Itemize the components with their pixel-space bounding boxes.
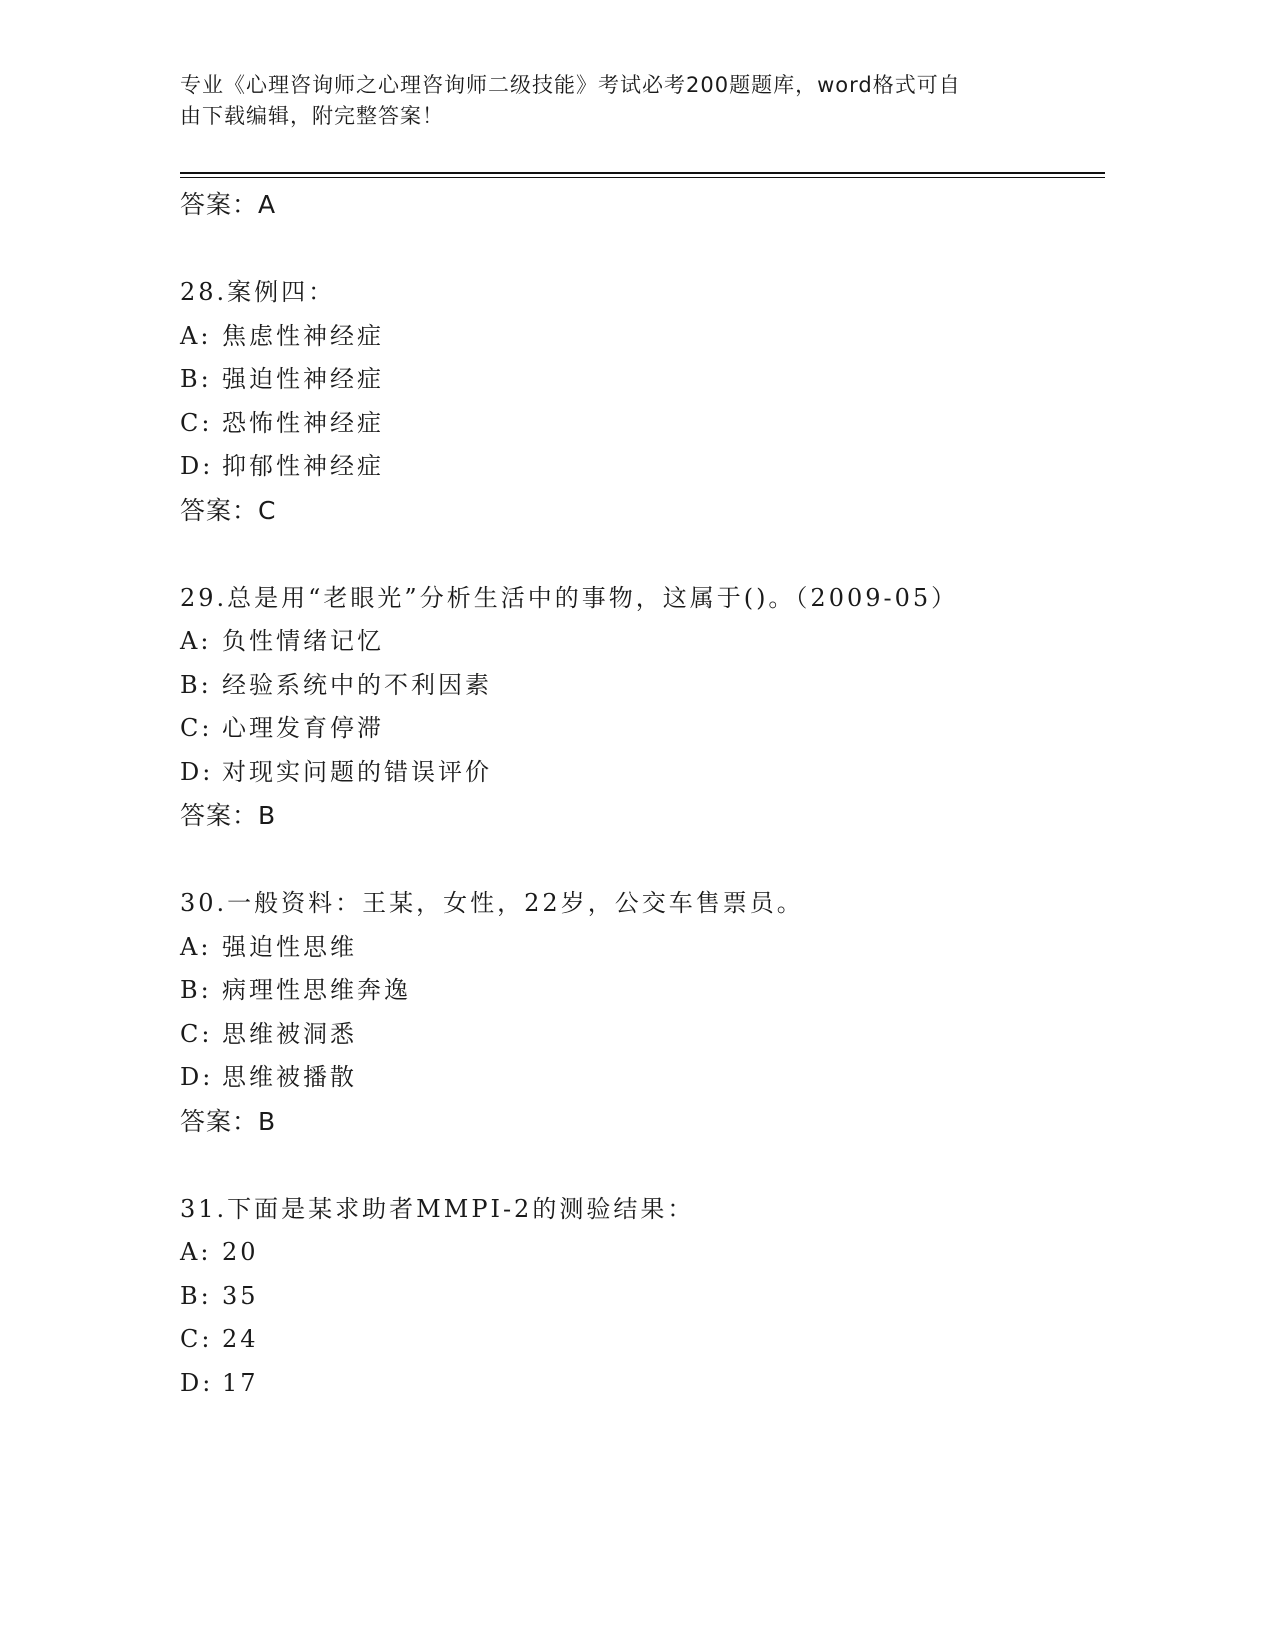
option-letter: A: <box>180 627 212 655</box>
option-letter: A: <box>180 1238 212 1266</box>
option-letter: D: <box>180 1063 214 1091</box>
question-stem: 31.下面是某求助者MMPI-2的测验结果： <box>180 1194 695 1223</box>
spacer <box>180 533 1105 577</box>
option-letter: B: <box>180 365 212 393</box>
question-block-29 <box>180 577 1105 839</box>
option-a <box>180 926 1105 970</box>
option-d <box>180 445 1105 489</box>
header-divider-thick <box>180 172 1105 174</box>
spacer <box>180 1144 1105 1188</box>
option-text: 心理发育停滞 <box>222 714 384 742</box>
document-header <box>180 70 1040 132</box>
option-a <box>180 1231 1105 1275</box>
option-letter: C: <box>180 714 213 742</box>
option-text: 17 <box>222 1368 259 1397</box>
answer-line: 答案：A <box>180 190 277 219</box>
option-letter: C: <box>180 408 213 437</box>
option-text: 负性情绪记忆 <box>222 627 384 655</box>
option-a <box>180 315 1105 359</box>
option-text: 24 <box>222 1325 259 1353</box>
option-text: 思维被播散 <box>222 1063 357 1091</box>
option-d <box>180 1362 1105 1406</box>
option-c <box>180 1318 1105 1362</box>
option-text: 恐怖性神经症 <box>222 408 384 437</box>
header-intro-line-1: 专业《心理咨询师之心理咨询师二级技能》考试必考200题题库，word格式可自 <box>180 73 961 97</box>
option-letter: C: <box>180 1019 213 1048</box>
option-text: 对现实问题的错误评价 <box>222 757 492 786</box>
option-text: 病理性思维奔逸 <box>222 976 411 1004</box>
option-b <box>180 358 1105 402</box>
header-divider-thin <box>180 177 1105 178</box>
option-text: 20 <box>222 1238 259 1266</box>
option-letter: B: <box>180 670 212 699</box>
question-stem: 29.总是用“老眼光”分析生活中的事物，这属于()。（2009-05） <box>180 583 959 612</box>
option-d <box>180 751 1105 795</box>
option-c <box>180 707 1105 751</box>
option-c <box>180 1013 1105 1057</box>
option-b <box>180 664 1105 708</box>
option-d <box>180 1056 1105 1100</box>
option-letter: A: <box>180 321 212 350</box>
spacer <box>180 838 1105 882</box>
option-letter: B: <box>180 1281 212 1310</box>
question-block-28 <box>180 271 1105 533</box>
option-a <box>180 620 1105 664</box>
answer-line: 答案：C <box>180 495 277 525</box>
option-letter: C: <box>180 1325 213 1353</box>
answer-line: 答案：B <box>180 801 277 830</box>
option-b <box>180 1275 1105 1319</box>
option-text: 强迫性神经症 <box>222 365 384 393</box>
option-letter: D: <box>180 757 214 786</box>
option-letter: A: <box>180 932 212 961</box>
question-stem: 28.案例四： <box>180 278 336 306</box>
question-block-31 <box>180 1188 1105 1406</box>
option-letter: D: <box>180 1368 214 1397</box>
option-text: 焦虑性神经症 <box>222 321 384 350</box>
option-c <box>180 402 1105 446</box>
question-stem: 30.一般资料：王某，女性，22岁，公交车售票员。 <box>180 889 804 917</box>
option-text: 经验系统中的不利因素 <box>222 670 492 699</box>
question-list <box>180 183 1105 1405</box>
option-b <box>180 969 1105 1013</box>
question-block-30 <box>180 882 1105 1144</box>
header-intro-line-2: 由下载编辑，附完整答案！ <box>180 104 444 128</box>
answer-line: 答案：B <box>180 1106 277 1136</box>
option-text: 抑郁性神经症 <box>222 452 384 480</box>
option-letter: B: <box>180 976 212 1004</box>
option-text: 35 <box>222 1281 259 1310</box>
option-text: 强迫性思维 <box>222 932 357 961</box>
spacer <box>180 227 1105 271</box>
option-text: 思维被洞悉 <box>222 1019 357 1048</box>
option-letter: D: <box>180 452 214 480</box>
